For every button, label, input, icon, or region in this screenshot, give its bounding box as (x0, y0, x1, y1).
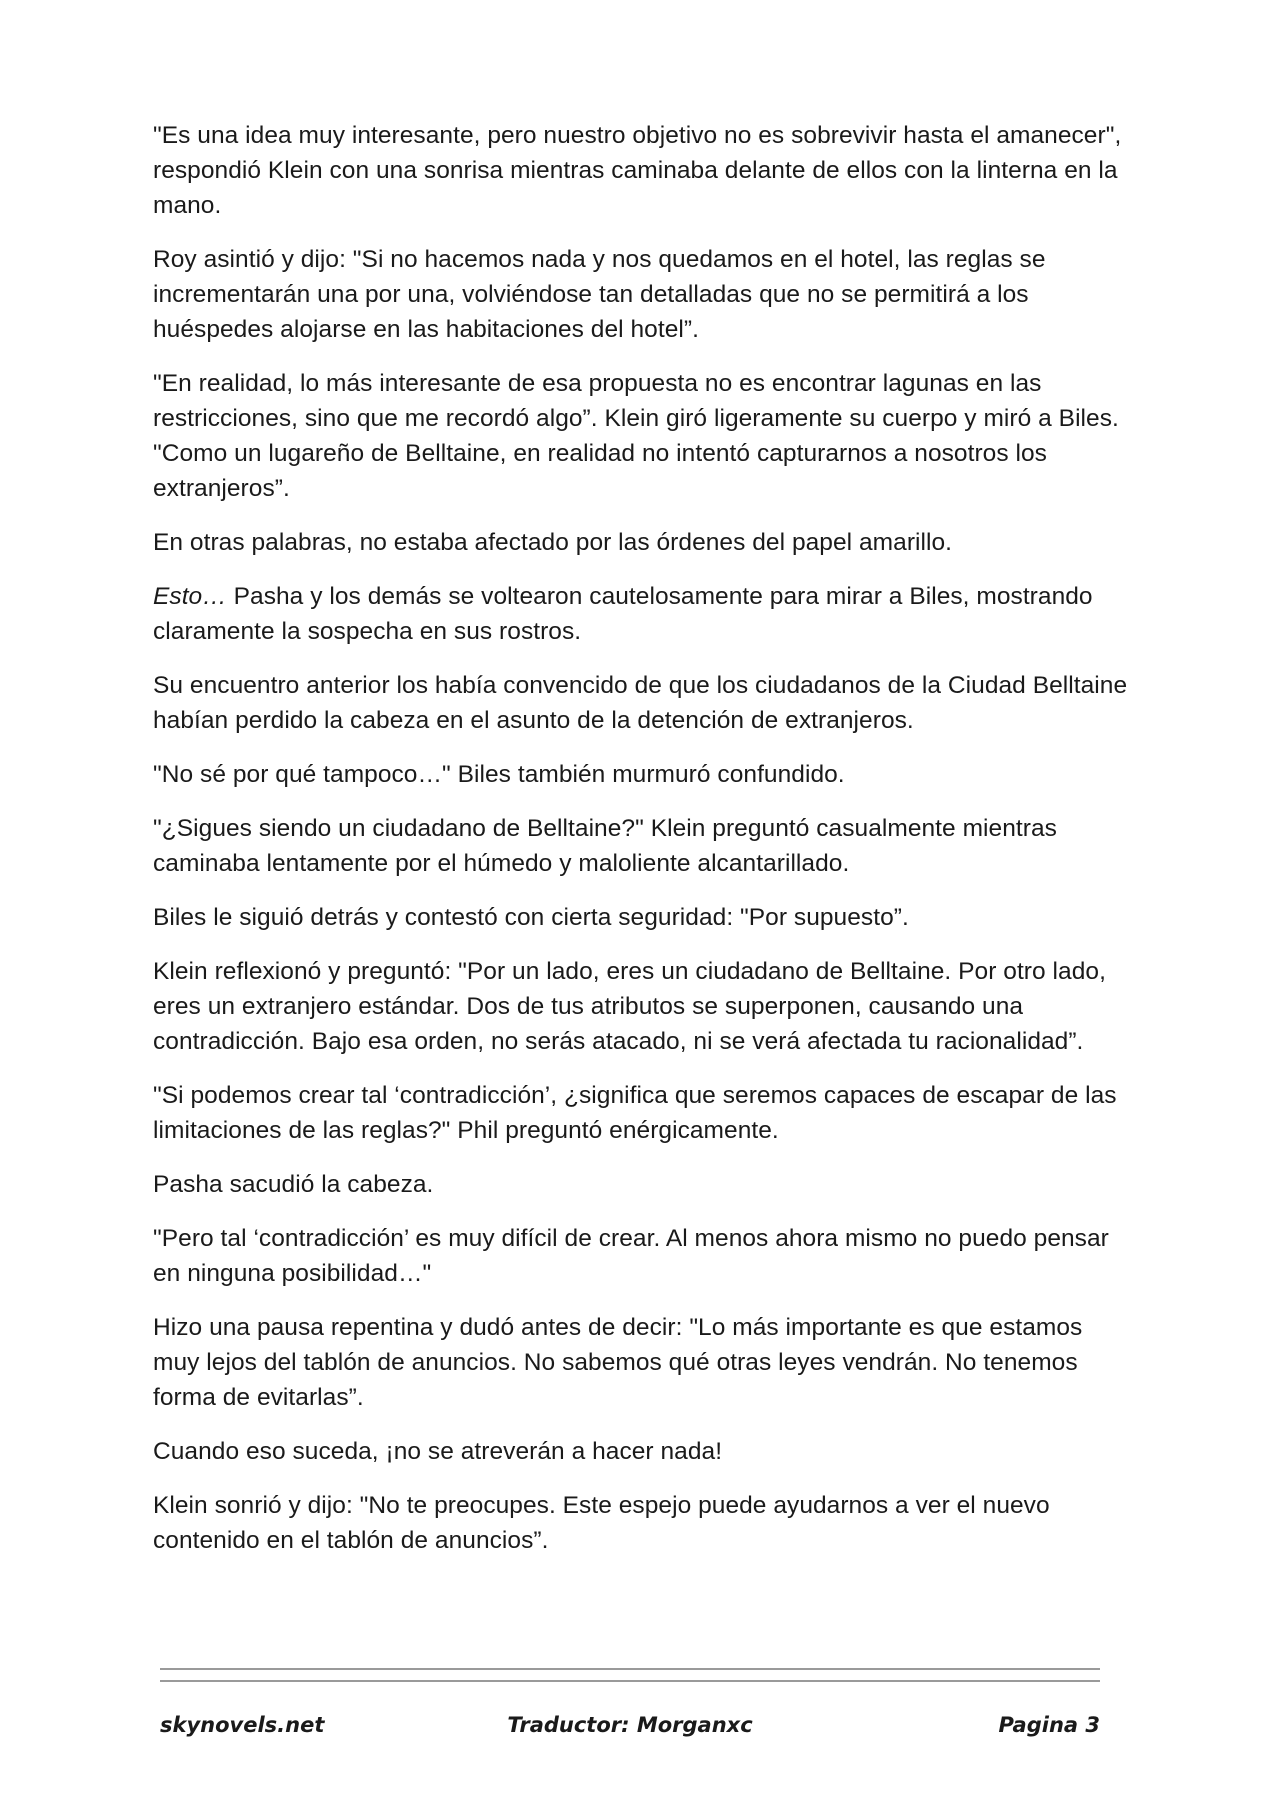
paragraph: Klein reflexionó y preguntó: "Por un lado, eres un ciudadano de Belltaine. Por otro lado, eres un extranjero estándar. Dos de tus atributos se superponen, causando una contradicción. Bajo esa orden, no serás atacado, ni se verá afectada tu racionalidad”. (153, 958, 1106, 1055)
paragraph: "Si podemos crear tal ‘contradicción’, ¿significa que seremos capaces de escapar de las limitaciones de las reglas?" Phil preguntó enérgicamente. (153, 1082, 1117, 1144)
italic-lead: Esto… (153, 583, 227, 610)
paragraph: "¿Sigues siendo un ciudadano de Belltaine?" Klein preguntó casualmente mientras caminaba lentamente por el húmedo y maloliente alcantarillado. (153, 815, 1057, 877)
paragraph: Pasha sacudió la cabeza. (153, 1171, 434, 1198)
paragraph-text: Pasha y los demás se voltearon cautelosamente para mirar a Biles, mostrando claramente la sospecha en sus rostros. (153, 583, 1093, 645)
paragraph: Su encuentro anterior los había convencido de que los ciudadanos de la Ciudad Belltaine habían perdido la cabeza en el asunto de la detención de extranjeros. (153, 672, 1128, 734)
page-footer (160, 1713, 1100, 1745)
footer-site: skynovels.net (160, 1713, 325, 1737)
paragraph: En otras palabras, no estaba afectado por las órdenes del papel amarillo. (153, 529, 953, 556)
paragraph: "En realidad, lo más interesante de esa propuesta no es encontrar lagunas en las restricciones, sino que me recordó algo”. Klein giró ligeramente su cuerpo y miró a Biles. "Como un lugareño de Belltaine, en realidad no intentó capturarnos a nosotros los extranjeros”. (153, 370, 1119, 502)
paragraph: Roy asintió y dijo: "Si no hacemos nada y nos quedamos en el hotel, las reglas se incrementarán una por una, volviéndose tan detalladas que no se permitirá a los huéspedes alojarse en las habitaciones del hotel”. (153, 246, 1046, 343)
paragraph: Klein sonrió y dijo: "No te preocupes. Este espejo puede ayudarnos a ver el nuevo contenido en el tablón de anuncios”. (153, 1492, 1050, 1554)
paragraph: Cuando eso suceda, ¡no se atreverán a hacer nada! (153, 1438, 723, 1465)
footer-divider (160, 1680, 1100, 1682)
paragraph: "Pero tal ‘contradicción’ es muy difícil de crear. Al menos ahora mismo no puedo pensar en ninguna posibilidad…" (153, 1225, 1109, 1287)
paragraph: "No sé por qué tampoco…" Biles también murmuró confundido. (153, 761, 845, 788)
footer-translator: Traductor: Morganxc (507, 1713, 753, 1737)
document-body (153, 118, 1133, 1577)
footer-page-number: Pagina 3 (998, 1713, 1100, 1737)
paragraph: "Es una idea muy interesante, pero nuestro objetivo no es sobrevivir hasta el amanecer", respondió Klein con una sonrisa mientras caminaba delante de ellos con la linterna en la mano. (153, 122, 1122, 219)
paragraph (153, 579, 1133, 649)
paragraph: Biles le siguió detrás y contestó con cierta seguridad: "Por supuesto”. (153, 904, 909, 931)
footer-divider (160, 1668, 1100, 1670)
paragraph: Hizo una pausa repentina y dudó antes de decir: "Lo más importante es que estamos muy lejos del tablón de anuncios. No sabemos qué otras leyes vendrán. No tenemos forma de evitarlas”. (153, 1314, 1083, 1411)
